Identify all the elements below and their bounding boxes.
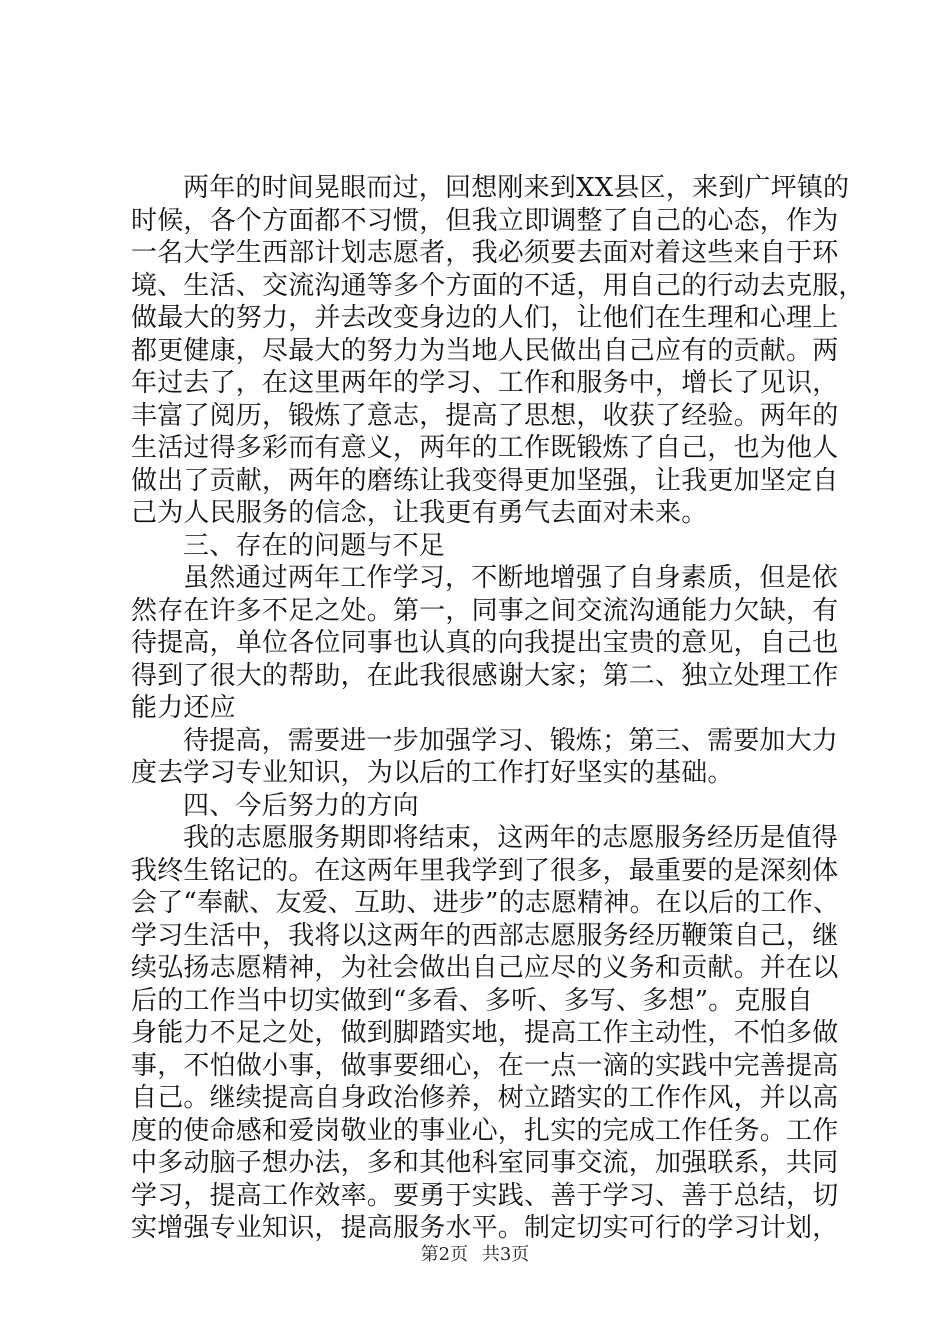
- paragraph-line: 待提高，需要进一步加强学习、锻炼；第三、需要加大力: [183, 725, 839, 756]
- paragraph-line: 我终生铭记的。在这两年里我学到了很多，最重要的是深刻体: [131, 855, 839, 886]
- paragraph-line: 都更健康，尽最大的努力为当地人民做出自己应有的贡献。两: [131, 335, 839, 366]
- paragraph-line: 一名大学生西部计划志愿者，我必须要去面对着这些来自于环: [131, 238, 839, 268]
- paragraph-line: 待提高，单位各位同事也认真的向我提出宝贵的意见，自己也: [131, 628, 839, 658]
- paragraph-line: 虽然通过两年工作学习，不断地增强了自身素质，但是依: [183, 563, 839, 593]
- paragraph-line: 学习，提高工作效率。要勇于实践、善于学习、善于总结，切: [131, 1180, 839, 1211]
- paragraph-line: 做出了贡献，两年的磨练让我变得更加坚强，让我更加坚定自: [131, 465, 839, 496]
- paragraph-line: 后的工作当中切实做到“多看、多听、多写、多想”。克服自: [131, 985, 813, 1016]
- paragraph-line: 学习生活中，我将以这两年的西部志愿服务经历鞭策自己，继: [131, 920, 839, 951]
- paragraph-line: 会了“奉献、友爱、互助、进步”的志愿精神。在以后的工作、: [131, 888, 840, 918]
- paragraph-line: 生活过得多彩而有意义，两年的工作既锻炼了自己，也为他人: [131, 433, 839, 463]
- paragraph-line: 度去学习专业知识，为以后的工作打好坚实的基础。: [131, 758, 734, 788]
- paragraph-line: 时候，各个方面都不习惯，但我立即调整了自己的心态，作为: [131, 205, 839, 236]
- paragraph-line: 事，不怕做小事，做事要细心，在一点一滴的实践中完善提高: [131, 1050, 839, 1081]
- paragraph-line: 我的志愿服务期即将结束，这两年的志愿服务经历是值得: [183, 823, 839, 853]
- page-number: 第2页: [420, 1244, 469, 1265]
- paragraph-line: 中多动脑子想办法，多和其他科室同事交流，加强联系，共同: [131, 1148, 839, 1178]
- paragraph-line: 境、生活、交流沟通等多个方面的不适，用自己的行动去克服，: [131, 270, 865, 301]
- section-heading: 三、存在的问题与不足: [183, 530, 446, 561]
- section-heading: 四、今后努力的方向: [183, 790, 419, 821]
- page-total: 共3页: [481, 1244, 530, 1265]
- page-footer: [0, 1243, 950, 1267]
- paragraph-line: 两年的时间晃眼而过，回想刚来到XX县区，来到广坪镇的: [183, 173, 850, 203]
- paragraph-line: 度的使命感和爱岗敬业的事业心，扎实的完成工作任务。工作: [131, 1115, 839, 1146]
- paragraph-line: 能力还应: [131, 693, 236, 723]
- paragraph-line: 年过去了，在这里两年的学习、工作和服务中，增长了见识，: [131, 368, 839, 398]
- paragraph-line: 身能力不足之处，做到脚踏实地，提高工作主动性，不怕多做: [131, 1018, 839, 1048]
- body-text: [131, 172, 865, 1245]
- paragraph-line: 得到了很大的帮助，在此我很感谢大家；第二、独立处理工作: [131, 660, 839, 691]
- paragraph-line: 己为人民服务的信念，让我更有勇气去面对未来。: [131, 498, 708, 528]
- paragraph-line: 自己。继续提高自身政治修养，树立踏实的工作作风，并以高: [131, 1083, 839, 1113]
- paragraph-line: 续弘扬志愿精神，为社会做出自己应尽的义务和贡献。并在以: [131, 953, 839, 983]
- paragraph-line: 实增强专业知识，提高服务水平。制定切实可行的学习计划，: [131, 1213, 839, 1243]
- paragraph-line: 做最大的努力，并去改变身边的人们，让他们在生理和心理上: [131, 303, 839, 333]
- paragraph-line: 丰富了阅历，锻炼了意志，提高了思想，收获了经验。两年的: [131, 400, 839, 431]
- paragraph-line: 然存在许多不足之处。第一，同事之间交流沟通能力欠缺，有: [131, 595, 839, 626]
